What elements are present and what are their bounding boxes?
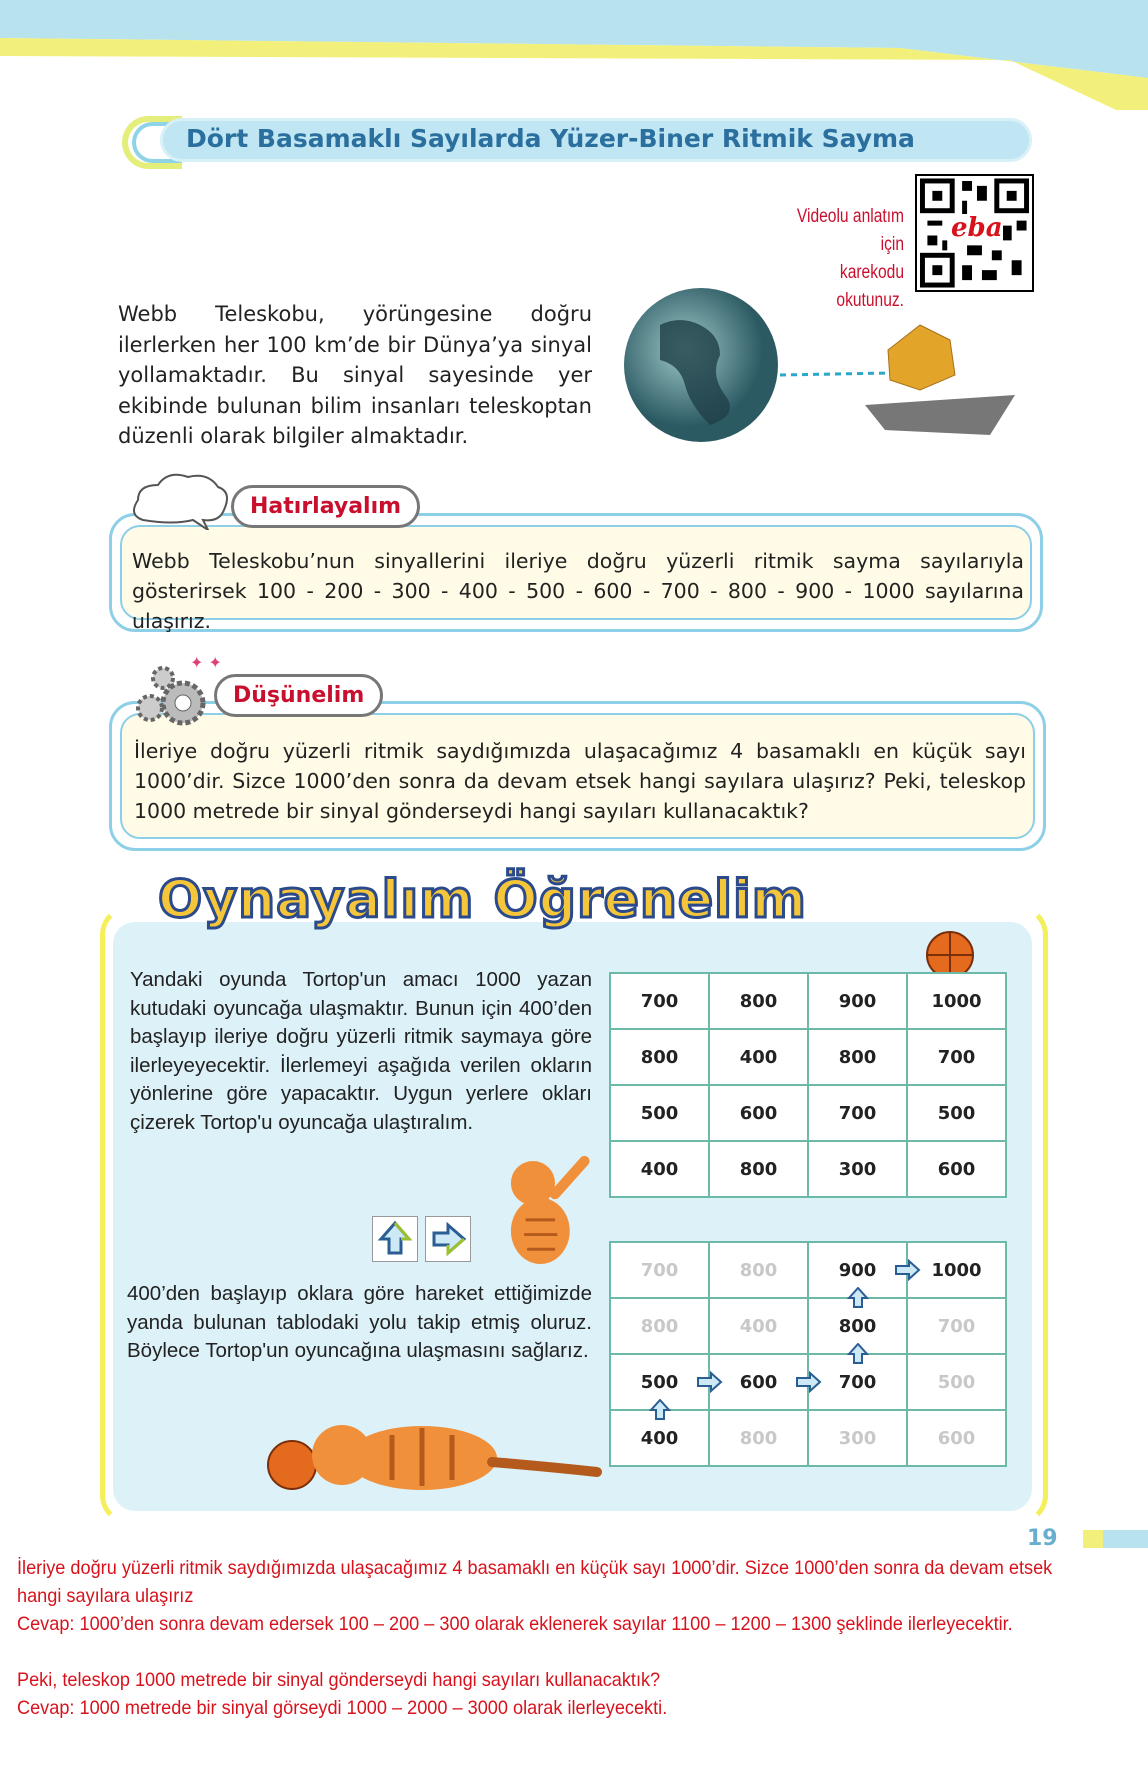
right-arrow-key: [425, 1216, 471, 1262]
grid-cell: 800: [610, 1298, 709, 1354]
grid-cell[interactable]: 800: [808, 1029, 907, 1085]
cat-reaching-illustration: [484, 1150, 604, 1275]
grid-cell[interactable]: 700: [610, 973, 709, 1029]
grid-cell: 800: [709, 1410, 808, 1466]
remember-box: [109, 513, 1043, 632]
up-arrow-icon: [649, 1399, 677, 1423]
up-arrow-icon: [373, 1217, 417, 1261]
think-text: İleriye doğru yüzerli ritmik saydığımızda ulaşacağımız 4 basamaklı en küçük sayı 1000’dir. Sizce 1000’den sonra da devam etsek hangi sayılara ulaşırız? Peki, teleskop 1000 metrede bir sinyal gönderseydi hangi sayıları kullanacaktık?: [134, 739, 1026, 823]
remember-label: Hatırlayalım: [231, 485, 420, 528]
grid-cell: 400: [610, 1410, 709, 1466]
right-arrow-icon: [795, 1371, 823, 1395]
right-arrow-icon: [894, 1259, 922, 1283]
grid-row: [610, 1298, 1006, 1354]
grid-cell[interactable]: 700: [808, 1085, 907, 1141]
grid-cell[interactable]: 600: [907, 1141, 1006, 1197]
grid-cell: 500: [907, 1354, 1006, 1410]
game-explanation: 400’den başlayıp oklara göre hareket ettiğimizde yanda bulunan tablodaki yolu takip etmiş oluruz. Böylece Tortop'un oyuncağına ulaşmasını sağlarız.: [127, 1282, 592, 1362]
grid-cell: 400: [709, 1298, 808, 1354]
svg-text:✦ ✦: ✦ ✦: [190, 653, 222, 672]
qr-code[interactable]: [915, 174, 1034, 292]
grid-cell: 800: [709, 1242, 808, 1298]
grid-cell[interactable]: 800: [709, 973, 808, 1029]
game-title: [158, 870, 807, 930]
think-label: Düşünelim: [214, 674, 383, 717]
grid-cell[interactable]: 800: [610, 1029, 709, 1085]
grid-cell[interactable]: 800: [709, 1141, 808, 1197]
grid-row: [610, 1410, 1006, 1466]
grid-cell: 1000: [907, 1242, 1006, 1298]
think-box: [109, 701, 1046, 851]
grid-cell[interactable]: 1000: [907, 973, 1006, 1029]
cloud-icon: [128, 470, 238, 530]
grid-cell[interactable]: 500: [610, 1085, 709, 1141]
question-1: İleriye doğru yüzerli ritmik saydığımızda ulaşacağımız 4 basamaklı en küçük sayı 1000’dir. Sizce 1000’den sonra da devam etsek hangi sayılara ulaşırız: [17, 1557, 1053, 1607]
answers: [17, 1554, 1059, 1722]
grid-cell[interactable]: 500: [907, 1085, 1006, 1141]
grid-cell[interactable]: 900: [808, 973, 907, 1029]
right-arrow-icon: [696, 1371, 724, 1395]
page-number: 19: [1027, 1526, 1058, 1551]
up-arrow-key: [372, 1216, 418, 1262]
grid-cell: 700: [808, 1354, 907, 1410]
lesson-title-banner: [122, 116, 1032, 169]
game-grid: [609, 972, 1007, 1198]
video-note-line2: karekodu okutunuz.: [836, 262, 904, 311]
grid-cell: 800: [808, 1298, 907, 1354]
grid-cell: 600: [907, 1410, 1006, 1466]
lesson-title: Dört Basamaklı Sayılarda Yüzer-Biner Ritmik Sayma: [186, 124, 915, 153]
grid-row: [610, 973, 1006, 1029]
grid-cell: 900: [808, 1242, 907, 1298]
eba-logo: eba: [951, 213, 1003, 243]
intro-paragraph: Webb Teleskobu, yörüngesine doğru ilerlerken her 100 km’de bir Dünya’ya sinyal yollamaktadır. Bu sinyal sayesinde yer ekibinde bulunan bilim insanları teleskoptan düzenli olarak bilgiler almaktadır.: [118, 302, 592, 448]
grid-row: [610, 1242, 1006, 1298]
video-note-line1: Videolu anlatım için: [796, 206, 904, 255]
grid-cell[interactable]: 600: [709, 1085, 808, 1141]
grid-cell: 500: [610, 1354, 709, 1410]
grid-cell[interactable]: 400: [610, 1141, 709, 1197]
solution-grid: [609, 1241, 1007, 1467]
grid-cell: 700: [907, 1298, 1006, 1354]
grid-cell: 700: [610, 1242, 709, 1298]
up-arrow-icon: [847, 1287, 875, 1311]
top-decoration: [0, 0, 1148, 110]
grid-cell[interactable]: 300: [808, 1141, 907, 1197]
grid-cell[interactable]: 700: [907, 1029, 1006, 1085]
page-tab-blue: [1103, 1530, 1148, 1548]
up-arrow-icon: [847, 1343, 875, 1367]
answer-2: Cevap: 1000 metrede bir sinyal görseydi 1000 – 2000 – 3000 olarak ilerleyecekti.: [17, 1697, 668, 1719]
question-2: Peki, teleskop 1000 metrede bir sinyal gönderseydi hangi sayıları kullanacaktık?: [17, 1669, 661, 1691]
cat-with-ball-illustration: [262, 1400, 612, 1500]
grid-cell[interactable]: 400: [709, 1029, 808, 1085]
game-title-text: Oynayalım Öğrenelim: [158, 870, 807, 930]
grid-cell: 300: [808, 1410, 907, 1466]
right-arrow-icon: [426, 1217, 470, 1261]
answer-1: Cevap: 1000’den sonra devam edersek 100 – 200 – 300 olarak eklenerek sayılar 1100 – 1200 – 1300 şeklinde ilerleyecektir.: [17, 1613, 1013, 1635]
game-instructions: Yandaki oyunda Tortop'un amacı 1000 yazan kutudaki oyuncağa ulaşmaktır. Bunun için 400’den başlayıp ileriye doğru yüzerli ritmik saymaya göre ilerleyeyecektir. İlerlemeyi aşağıda verilen okların yönlerine göre yapacaktır. Uygun yerlere okları çizerek Tortop'u oyuncağa ulaştıralım.: [130, 966, 592, 1264]
remember-text: Webb Teleskobu’nun sinyallerini ileriye doğru yüzerli ritmik sayma sayılarıyla gösterirsek 100 - 200 - 300 - 400 - 500 - 600 - 700 - 800 - 900 - 1000 sayılarına ulaşırız.: [132, 549, 1024, 633]
grid-row: [610, 1085, 1006, 1141]
grid-row: [610, 1141, 1006, 1197]
grid-cell: 600: [709, 1354, 808, 1410]
globe-telescope-illustration: [620, 285, 1030, 445]
page-tab-yellow: [1083, 1530, 1103, 1548]
grid-row: [610, 1029, 1006, 1085]
